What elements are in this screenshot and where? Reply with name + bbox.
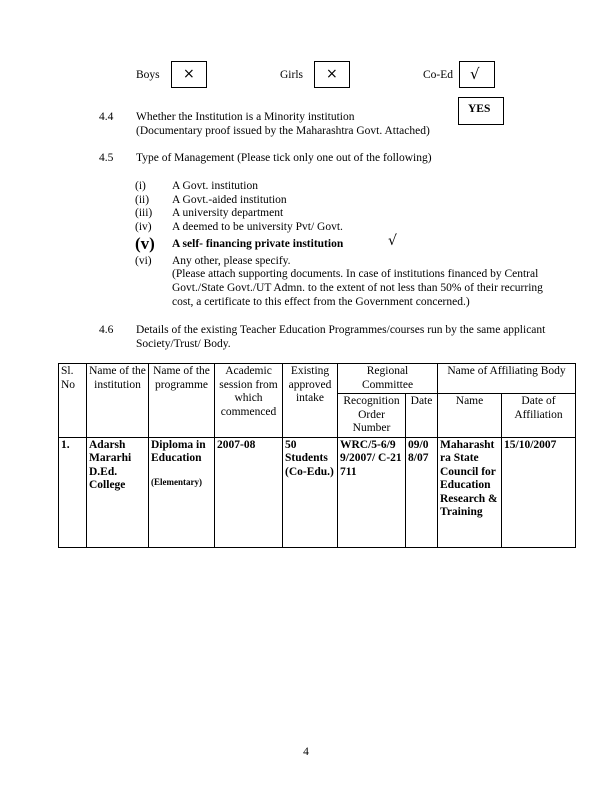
cell-date: 09/08/07 [406,437,438,547]
cell-session: 2007-08 [215,437,283,547]
header-affiliating: Name of Affiliating Body [438,364,576,394]
minority-answer: YES [468,103,491,115]
boys-label: Boys [136,69,160,81]
header-affiliation-date: Date of Affiliation [502,394,576,438]
item-4-6-number: 4.6 [99,324,114,336]
table-row [59,437,576,547]
item-4-4-question: Whether the Institution is a Minority institution [136,111,355,123]
cell-affiliation-date: 15/10/2007 [502,437,576,547]
programmes-table [58,363,576,548]
item-4-6-text-line: Details of the existing Teacher Education Programmes/courses run by the same applicant [136,324,546,336]
header-sl-no: Sl. No [59,364,87,438]
option-text-selected: A self- financing private institution [172,238,344,250]
cell-intake: 50 Students (Co-Edu.) [283,437,338,547]
header-body-name: Name [438,394,502,438]
option-text: A Govt.-aided institution [172,194,287,206]
header-regional: Regional Committee [338,364,438,394]
option-roman: (ii) [135,194,150,206]
header-recognition: Recognition Order Number [338,394,406,438]
header-programme: Name of the programme [149,364,215,438]
item-4-5-note-line: Govt./State Govt./UT Admn. to the extent of not less than 50% of their recurring [172,282,543,294]
cell-recognition: WRC/5-6/99/2007/ C-21711 [338,437,406,547]
cell-body-name: Maharashtra State Council for Education Research & Training [438,437,502,547]
item-4-4-number: 4.4 [99,111,114,123]
option-text: A deemed to be university Pvt/ Govt. [172,221,343,233]
girls-label: Girls [280,69,303,81]
header-institution: Name of the institution [87,364,149,438]
option-roman: (i) [135,180,146,192]
cross-icon: × [183,66,195,82]
item-4-5-number: 4.5 [99,152,114,164]
coed-label: Co-Ed [423,69,454,81]
cell-programme-name: Diploma in Education [151,438,206,464]
coed-checkbox[interactable] [459,61,495,88]
header-intake: Existing approved intake [283,364,338,438]
check-icon: √ [470,65,480,83]
item-4-6-text-line: Society/Trust/ Body. [136,338,231,350]
check-icon: √ [388,233,397,249]
girls-checkbox[interactable] [314,61,350,88]
item-4-5-note-line: (Please attach supporting documents. In case of institutions financed by Central [172,268,539,280]
option-text: Any other, please specify. [172,255,291,267]
cell-sl-no: 1. [59,437,87,547]
item-4-4-note: (Documentary proof issued by the Maharashtra Govt. Attached) [136,125,430,137]
option-roman-selected: (v) [135,234,155,253]
boys-checkbox[interactable] [171,61,207,88]
option-roman: (iv) [135,221,152,233]
cell-programme-sub: (Elementary) [151,476,202,487]
option-roman: (iii) [135,207,153,219]
item-4-5-question: Type of Management (Please tick only one out of the following) [136,152,432,164]
option-text: A Govt. institution [172,180,258,192]
option-text: A university department [172,207,284,219]
cell-institution: Adarsh Mararhi D.Ed. College [87,437,149,547]
item-4-5-note-line: cost, a certificate to this effect from the Government concerned.) [172,296,470,308]
cell-programme [149,437,215,547]
option-roman: (vi) [135,255,152,267]
cross-icon: × [326,66,338,82]
minority-answer-box [458,97,504,125]
header-date: Date [406,394,438,438]
page-number: 4 [303,746,309,758]
header-session: Academic session from which commenced [215,364,283,438]
